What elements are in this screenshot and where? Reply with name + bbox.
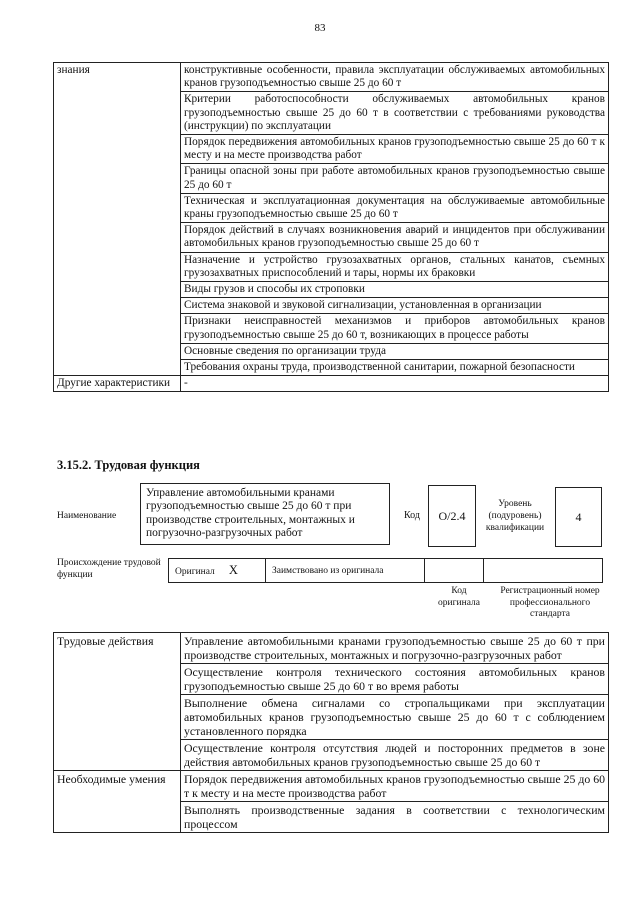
knowledge-item: Виды грузов и способы их строповки	[181, 282, 609, 298]
section-title: 3.15.2. Трудовая функция	[57, 458, 200, 472]
knowledge-item: Границы опасной зоны при работе автомобильных кранов грузоподъемностью свыше 25 до 60 т	[181, 164, 609, 193]
row-label: знания	[54, 63, 181, 376]
original-mark: X	[228, 563, 238, 577]
reg-number-cell	[484, 559, 603, 583]
row-label: Трудовые действия	[54, 633, 181, 771]
skill-item: Выполнять производственные задания в соответствии с технологическим процессом	[181, 802, 609, 833]
function-table	[53, 632, 609, 833]
table-row	[54, 63, 609, 92]
knowledge-item: Порядок передвижения автомобильных кранов грузоподъемностью свыше 25 до 60 т к месту и на месте производства работ	[181, 135, 609, 164]
skill-item: Порядок передвижения автомобильных кранов грузоподъемностью свыше 25 до 60 т к месту и на месте производства работ	[181, 771, 609, 802]
knowledge-item: конструктивные особенности, правила эксплуатации обслуживаемых автомобильных кранов грузоподъемностью свыше 25 до 60 т	[181, 63, 609, 92]
knowledge-table	[53, 62, 609, 392]
original-label: Оригинал	[175, 567, 215, 577]
table-row	[54, 771, 609, 802]
code-label: Код	[404, 510, 420, 521]
knowledge-item: Требования охраны труда, производственной санитарии, пожарной безопасности	[181, 360, 609, 376]
table-row	[54, 376, 609, 392]
level-label: Уровень (подуровень) квалификации	[485, 499, 545, 533]
knowledge-item: Техническая и эксплуатационная документация на обслуживаемые автомобильные краны грузоподъемностью свыше 25 до 60 т	[181, 193, 609, 222]
row-label: Другие характеристики	[54, 376, 181, 392]
table-row	[54, 633, 609, 664]
knowledge-item: Порядок действий в случаях возникновения аварий и инцидентов при обслуживании автомобильных кранов грузоподъемностью свыше 25 до 60 т	[181, 223, 609, 252]
knowledge-item: Критерии работоспособности обслуживаемых автомобильных кранов грузоподъемностью свыше 25 до 60 т в соответствии с требованиями руководства (инструкции) по эксплуатации	[181, 92, 609, 135]
original-cell	[169, 559, 266, 583]
page-number: 83	[314, 22, 326, 34]
action-item: Выполнение обмена сигналами со стропальщиками при эксплуатации автомобильных кранов грузоподъемностью свыше 25 до 60 т с соблюдением установленного порядка	[181, 695, 609, 740]
action-item: Осуществление контроля технического состояния автомобильных кранов грузоподъемностью свыше 25 до 60 т во время работы	[181, 664, 609, 695]
code-of-original-label: Код оригинала	[438, 586, 480, 608]
origin-table	[168, 558, 603, 583]
level-value: 4	[555, 487, 602, 547]
knowledge-item: Система знаковой и звуковой сигнализации, установленная в организации	[181, 298, 609, 314]
table-row	[169, 559, 603, 583]
borrowed-label: Заимствовано из оригинала	[266, 559, 425, 583]
knowledge-item: Признаки неисправностей механизмов и приборов автомобильных кранов грузоподъемностью свыше 25 до 60 т, возникающих в процессе работы	[181, 314, 609, 343]
reg-number-label: Регистрационный номер профессионального стандарта	[500, 586, 600, 619]
function-name-box: Управление автомобильными кранами грузоподъемностью свыше 25 до 60 т при производстве строительных, монтажных и погрузочно-разгрузочных работ	[140, 483, 390, 545]
other-characteristics-value: -	[181, 376, 609, 392]
origin-label: Происхождение трудовой функции	[57, 558, 161, 580]
action-item: Осуществление контроля отсутствия людей и посторонних предметов в зоне действия автомобильных кранов грузоподъемностью свыше 25 до 60 т	[181, 740, 609, 771]
row-label: Необходимые умения	[54, 771, 181, 833]
name-label: Наименование	[57, 511, 117, 521]
knowledge-item: Назначение и устройство грузозахватных органов, стальных канатов, съемных грузозахватных приспособлений и тары, нормы их браковки	[181, 252, 609, 281]
action-item: Управление автомобильными кранами грузоподъемностью свыше 25 до 60 т при производстве строительных, монтажных и погрузочно-разгрузочных работ	[181, 633, 609, 664]
knowledge-item: Основные сведения по организации труда	[181, 343, 609, 359]
code-value: O/2.4	[428, 485, 476, 547]
code-of-original-cell	[425, 559, 484, 583]
